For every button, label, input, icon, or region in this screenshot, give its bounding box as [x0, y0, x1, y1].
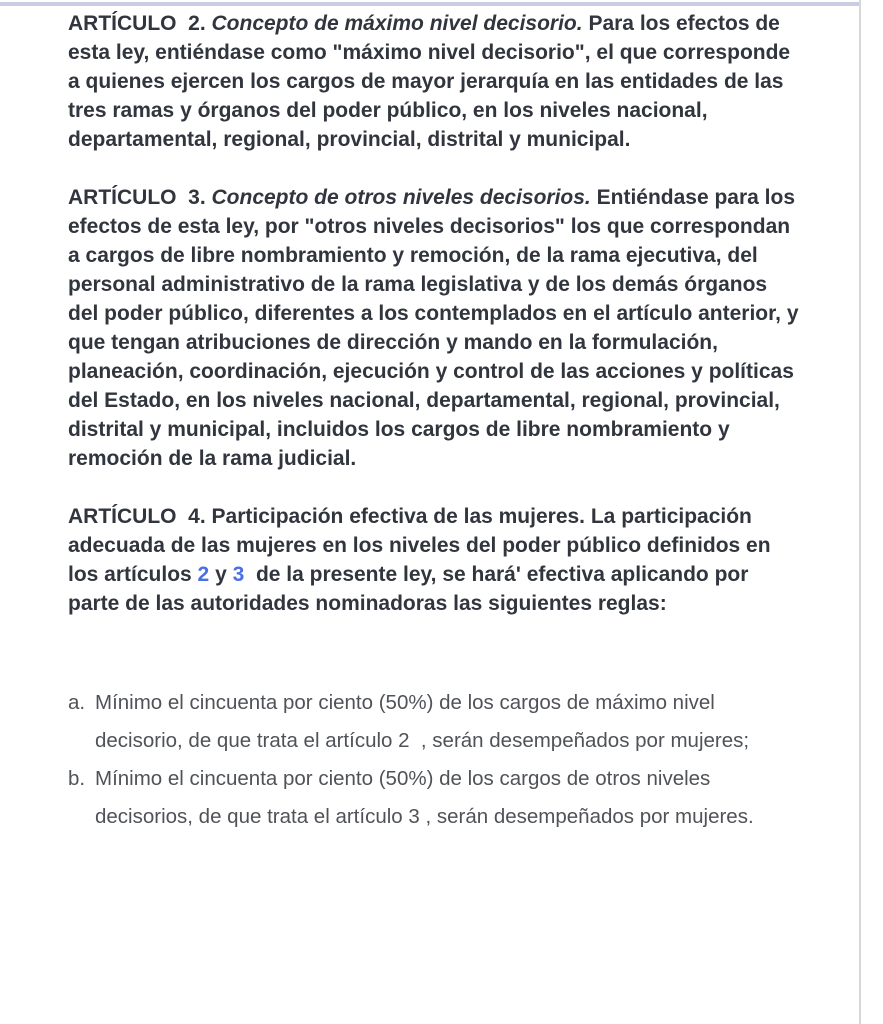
article-3-body: Entiéndase para los efectos de esta ley, por "otros niveles decisorios" los que correspondan a cargos de libre nombramiento y remoción, de la rama ejecutiva, del personal administrativo de la rama legislativa y de los demás órganos del poder público, diferentes a los contemplados en el artículo anterior, y que tengan atribuciones de dirección y mando en la formulación, planeación, coordinación, ejecución y control de las acciones y políticas del Estado, en los niveles nacional, departamental, regional, provincial, distrital y municipal, incluidos los cargos de libre nombramiento y remoción de la rama judicial. [68, 186, 805, 470]
article-2-paragraph [68, 9, 801, 154]
list-item-marker: b. [68, 767, 86, 790]
article-4-title: Participación efectiva de las mujeres. [205, 505, 586, 528]
article-2-title: Concepto de máximo nivel decisorio. [205, 12, 583, 35]
document-body [68, 9, 805, 836]
list-item-text: Mínimo el cincuenta por ciento (50%) de los cargos de máximo nivel decisorio, de que trata el artículo 2 , serán desempeñados por mujeres; [95, 691, 750, 752]
article-4-body-end: de la presente ley, se hará' efectiva aplicando por parte de las autoridades nominadoras las siguientes reglas: [68, 563, 755, 615]
article-4-body-start: La participación adecuada de las mujeres en los niveles del poder público definidos en los artículos [68, 505, 777, 586]
list-item [68, 760, 801, 836]
article-3-title: Concepto de otros niveles decisorios. [205, 186, 591, 209]
article-3-label: ARTÍCULO 3. [68, 186, 206, 209]
article-3-paragraph [68, 183, 805, 473]
article-3-link[interactable]: 3 [232, 563, 245, 586]
article-2-link[interactable]: 2 [197, 563, 210, 586]
article-2-body: Para los efectos de esta ley, entiéndase como "máximo nivel decisorio", el que corresponde a quienes ejercen los cargos de mayor jerarquía en las entidades de las tres ramas y órganos del poder público, en los niveles nacional, departamental, regional, provincial, distrital y municipal. [68, 12, 796, 151]
article-4-label: ARTÍCULO 4. [68, 505, 206, 528]
article-4-paragraph [68, 502, 801, 618]
list-item-marker: a. [68, 691, 86, 714]
rules-list [68, 684, 801, 836]
list-item-text: Mínimo el cincuenta por ciento (50%) de los cargos de otros niveles decisorios, de que trata el artículo 3 , serán desempeñados por mujeres. [95, 767, 754, 828]
article-4-link-separator: y [209, 563, 233, 586]
list-item [68, 684, 801, 760]
article-2-label: ARTÍCULO 2. [68, 12, 206, 35]
top-border-rule [0, 2, 860, 6]
right-column-rule [859, 0, 861, 1024]
